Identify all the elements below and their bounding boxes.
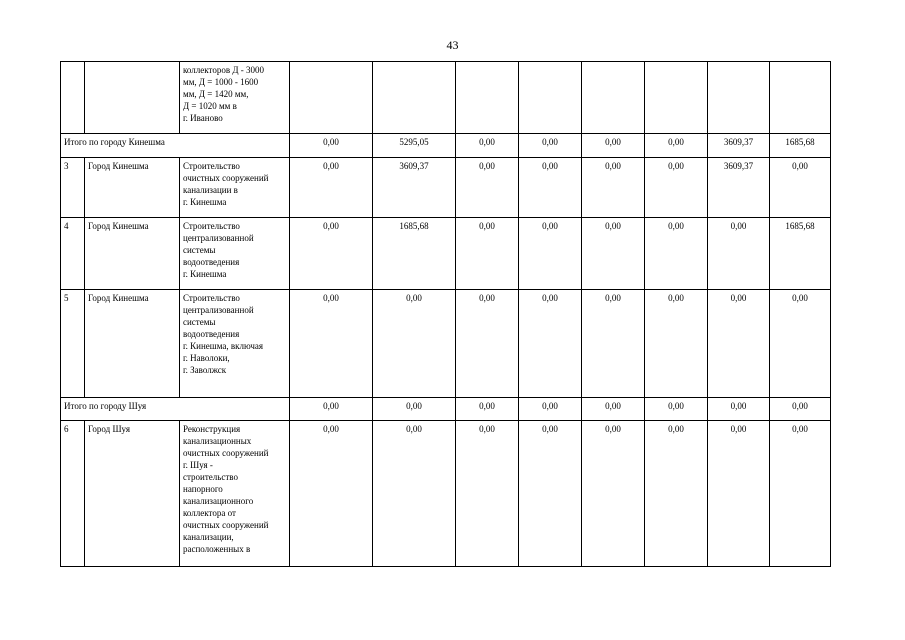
description-line: Реконструкция (183, 424, 241, 434)
value-cell: 0,00 (770, 158, 831, 218)
description-cell (180, 62, 290, 134)
description-line: г. Кинешма (183, 269, 227, 279)
value-cell: 1685,68 (770, 218, 831, 290)
city-cell: Город Шуя (85, 421, 180, 567)
table-row (61, 62, 831, 134)
value-cell (708, 62, 770, 134)
value-cell: 0,00 (582, 158, 645, 218)
description-line: водоотведения (183, 329, 240, 339)
value-cell: 0,00 (519, 290, 582, 398)
description-line: г. Кинешма, включая (183, 341, 264, 351)
value-cell: 0,00 (645, 398, 708, 421)
value-cell: 0,00 (519, 398, 582, 421)
description-cell (180, 218, 290, 290)
description-line: г. Кинешма (183, 197, 227, 207)
value-cell: 1685,68 (770, 134, 831, 158)
value-cell: 0,00 (708, 398, 770, 421)
value-cell: 0,00 (582, 218, 645, 290)
city-cell: Город Кинешма (85, 290, 180, 398)
value-cell: 3609,37 (708, 158, 770, 218)
page-number: 43 (446, 38, 459, 52)
table-row (61, 218, 831, 290)
value-cell: 3609,37 (708, 134, 770, 158)
value-cell: 0,00 (708, 218, 770, 290)
table-row (61, 421, 831, 567)
value-cell: 0,00 (708, 290, 770, 398)
description-line: г. Иваново (183, 113, 223, 123)
value-cell: 3609,37 (373, 158, 456, 218)
value-cell: 0,00 (645, 218, 708, 290)
description-line: мм, Д = 1000 - 1600 (183, 77, 259, 87)
value-cell: 0,00 (290, 134, 373, 158)
value-cell: 0,00 (519, 158, 582, 218)
description-line: канализационных (183, 436, 252, 446)
description-line: Д = 1020 мм в (183, 101, 237, 111)
value-cell: 0,00 (582, 290, 645, 398)
value-cell: 0,00 (582, 134, 645, 158)
value-cell: 0,00 (582, 421, 645, 567)
table-row (61, 158, 831, 218)
description-line: канализации в (183, 185, 238, 195)
subtotal-label: Итого по городу Кинешма (61, 134, 290, 158)
description-line: напорного (183, 484, 223, 494)
value-cell (582, 62, 645, 134)
value-cell: 0,00 (519, 134, 582, 158)
description-line: канализационного (183, 496, 254, 506)
description-line: Строительство (183, 293, 240, 303)
value-cell: 0,00 (290, 398, 373, 421)
description-line: г. Наволоки, (183, 353, 230, 363)
subtotal-label: Итого по городу Шуя (61, 398, 290, 421)
value-cell: 0,00 (770, 290, 831, 398)
value-cell (645, 62, 708, 134)
table-row (61, 290, 831, 398)
value-cell: 0,00 (519, 421, 582, 567)
value-cell (519, 62, 582, 134)
value-cell: 0,00 (645, 290, 708, 398)
number-cell (61, 62, 85, 134)
description-line: централизованной (183, 305, 254, 315)
value-cell: 0,00 (456, 218, 519, 290)
description-line: централизованной (183, 233, 254, 243)
description-line: коллектора от (183, 508, 236, 518)
description-line: г. Заволжск (183, 365, 227, 375)
description-line: системы (183, 245, 216, 255)
value-cell: 0,00 (373, 421, 456, 567)
value-cell: 0,00 (645, 134, 708, 158)
city-cell (85, 62, 180, 134)
description-line: очистных сооружений (183, 448, 269, 458)
value-cell: 0,00 (290, 290, 373, 398)
value-cell: 1685,68 (373, 218, 456, 290)
value-cell: 0,00 (519, 218, 582, 290)
description-line: очистных сооружений (183, 173, 269, 183)
description-cell (180, 290, 290, 398)
description-line: Строительство (183, 221, 240, 231)
value-cell: 0,00 (456, 290, 519, 398)
city-cell: Город Кинешма (85, 218, 180, 290)
description-line: коллекторов Д - 3000 (183, 65, 264, 75)
value-cell: 0,00 (290, 218, 373, 290)
row-number: 3 (61, 158, 85, 218)
value-cell: 0,00 (645, 421, 708, 567)
value-cell: 0,00 (373, 398, 456, 421)
description-cell (180, 421, 290, 567)
description-line: строительство (183, 472, 238, 482)
value-cell: 0,00 (770, 421, 831, 567)
value-cell (373, 62, 456, 134)
value-cell: 0,00 (290, 158, 373, 218)
value-cell: 0,00 (708, 421, 770, 567)
value-cell: 0,00 (373, 290, 456, 398)
row-number: 5 (61, 290, 85, 398)
value-cell: 0,00 (456, 421, 519, 567)
value-cell: 0,00 (456, 398, 519, 421)
value-cell: 0,00 (582, 398, 645, 421)
budget-table (60, 61, 831, 567)
value-cell: 0,00 (770, 398, 831, 421)
description-line: водоотведения (183, 257, 240, 267)
row-number: 6 (61, 421, 85, 567)
row-number: 4 (61, 218, 85, 290)
city-cell: Город Кинешма (85, 158, 180, 218)
value-cell (290, 62, 373, 134)
value-cell: 0,00 (645, 158, 708, 218)
value-cell: 0,00 (456, 158, 519, 218)
subtotal-row (61, 134, 831, 158)
value-cell: 5295,05 (373, 134, 456, 158)
value-cell: 0,00 (456, 134, 519, 158)
description-line: мм, Д = 1420 мм, (183, 89, 249, 99)
description-line: г. Шуя - (183, 460, 213, 470)
description-line: очистных сооружений (183, 520, 269, 530)
table-body (61, 62, 831, 567)
value-cell: 0,00 (290, 421, 373, 567)
description-line: канализации, (183, 532, 234, 542)
description-cell (180, 158, 290, 218)
subtotal-row (61, 398, 831, 421)
description-line: Строительство (183, 161, 240, 171)
description-line: системы (183, 317, 216, 327)
value-cell (456, 62, 519, 134)
value-cell (770, 62, 831, 134)
description-line: расположенных в (183, 544, 251, 554)
